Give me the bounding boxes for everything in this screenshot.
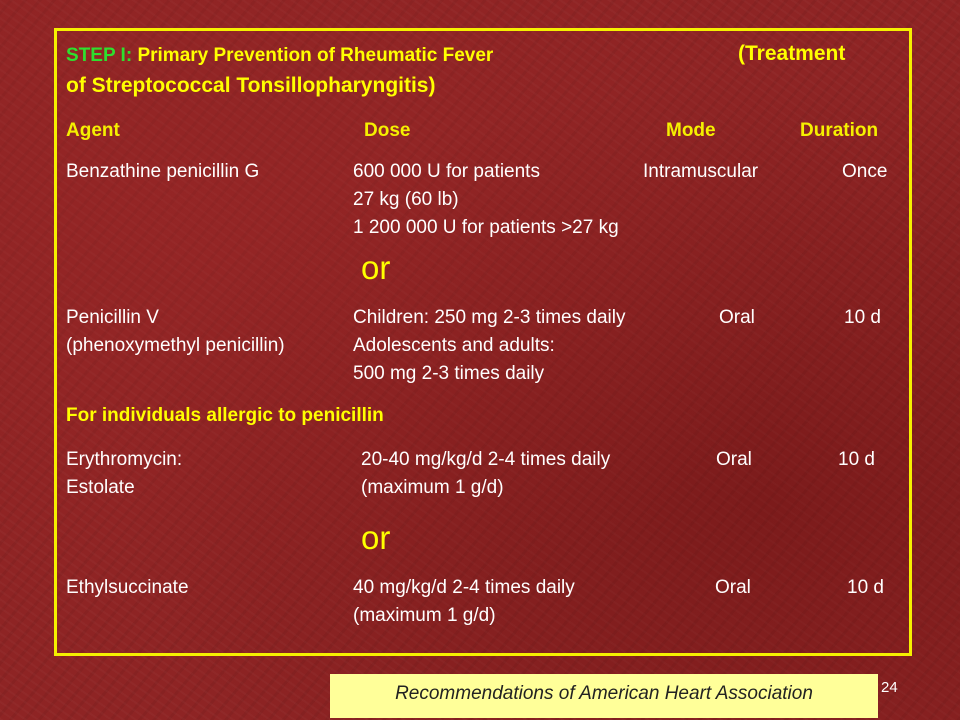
row-2-agent-line-2: (phenoxymethyl penicillin) bbox=[66, 335, 285, 356]
or-separator-1: or bbox=[361, 249, 391, 286]
footer-aha-recommendations: Recommendations of American Heart Association bbox=[330, 674, 878, 718]
row-1-dose-line-1: 600 000 U for patients bbox=[353, 161, 540, 182]
row-4-dose-line-2: (maximum 1 g/d) bbox=[353, 605, 496, 626]
row-2-mode: Oral bbox=[719, 307, 755, 328]
row-3-agent-line-2: Estolate bbox=[66, 477, 135, 498]
row-4-mode: Oral bbox=[715, 577, 751, 598]
column-header-dose: Dose bbox=[364, 120, 411, 141]
row-1-dose-line-2: 27 kg (60 lb) bbox=[353, 189, 459, 210]
row-2-dose-line-2: Adolescents and adults: bbox=[353, 335, 555, 356]
step-label: STEP I: bbox=[66, 45, 133, 66]
row-1-mode: Intramuscular bbox=[643, 161, 759, 182]
row-4-dose-line-1: 40 mg/kg/d 2-4 times daily bbox=[353, 577, 575, 598]
row-3-agent-line-1: Erythromycin: bbox=[66, 449, 183, 470]
or-separator-2: or bbox=[361, 519, 391, 556]
allergic-heading: For individuals allergic to penicillin bbox=[66, 405, 384, 426]
row-1-duration: Once bbox=[842, 161, 888, 182]
column-header-mode: Mode bbox=[666, 120, 716, 141]
title-treatment-open: (Treatment bbox=[738, 42, 846, 65]
row-1-dose-line-3: 1 200 000 U for patients >27 kg bbox=[353, 217, 619, 238]
column-header-duration: Duration bbox=[800, 120, 879, 141]
page-number: 24 bbox=[881, 679, 898, 696]
row-1-agent: Benzathine penicillin G bbox=[66, 161, 260, 182]
title-heading: Primary Prevention of Rheumatic Fever bbox=[137, 45, 494, 66]
row-3-dose-line-2: (maximum 1 g/d) bbox=[361, 477, 504, 498]
title-treatment-rest: of Streptococcal Tonsillopharyngitis) bbox=[66, 74, 436, 97]
row-2-agent-line-1: Penicillin V bbox=[66, 307, 159, 328]
row-2-duration: 10 d bbox=[844, 307, 881, 328]
row-3-duration: 10 d bbox=[838, 449, 875, 470]
row-2-dose-line-1: Children: 250 mg 2-3 times daily bbox=[353, 307, 626, 328]
row-4-duration: 10 d bbox=[847, 577, 884, 598]
row-2-dose-line-3: 500 mg 2-3 times daily bbox=[353, 363, 545, 384]
row-3-mode: Oral bbox=[716, 449, 752, 470]
row-4-agent: Ethylsuccinate bbox=[66, 577, 189, 598]
row-3-dose-line-1: 20-40 mg/kg/d 2-4 times daily bbox=[361, 449, 611, 470]
column-header-agent: Agent bbox=[66, 120, 120, 141]
slide-title bbox=[66, 43, 493, 69]
